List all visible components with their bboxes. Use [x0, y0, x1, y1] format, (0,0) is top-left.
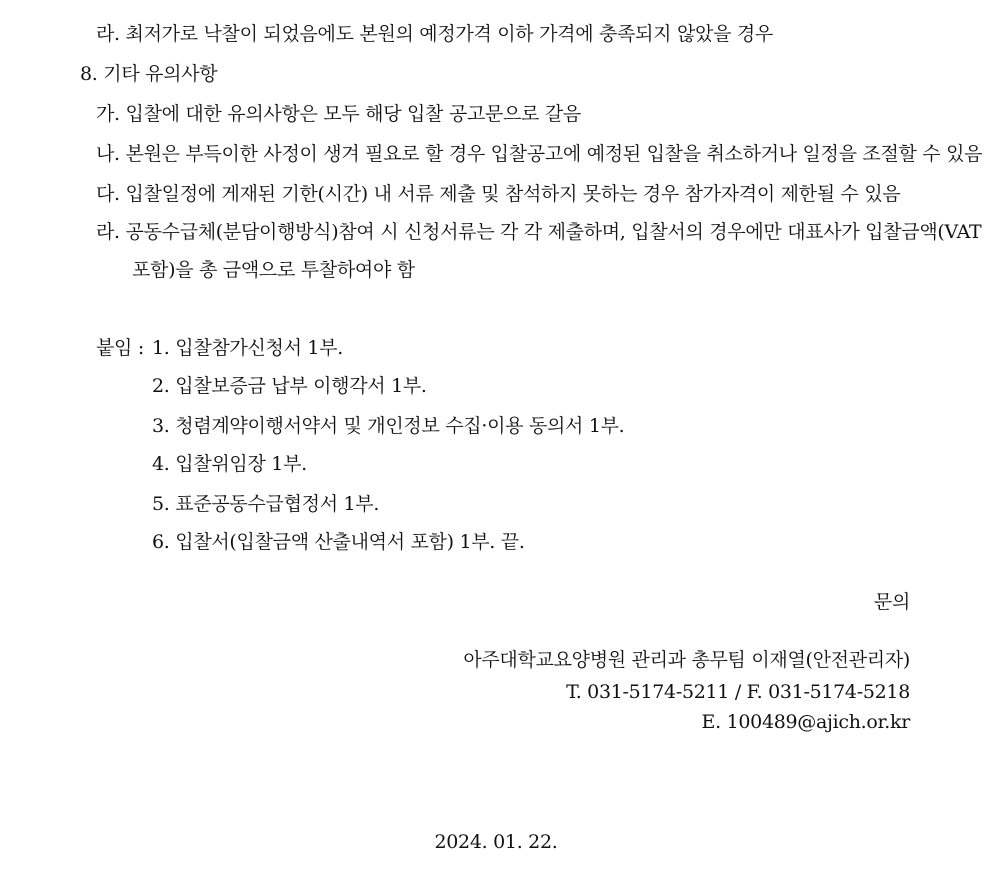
contact-email: E. 100489@ajich.or.kr: [701, 711, 910, 733]
contact-name: 아주대학교요양병원 관리과 총무팀 이재열(안전관리자): [463, 649, 910, 671]
attachment-item-6: 6. 입찰서(입찰금액 산출내역서 포함) 1부. 끝.: [152, 531, 525, 553]
section8-heading: 8. 기타 유의사항: [80, 63, 218, 85]
attachment-item-3: 3. 청렴계약이행서약서 및 개인정보 수집·이용 동의서 1부.: [152, 415, 625, 437]
section8-item-ra-continuation: 포함)을 총 금액으로 투찰하여야 함: [132, 259, 415, 281]
section8-item-ga: 가. 입찰에 대한 유의사항은 모두 해당 입찰 공고문으로 갈음: [96, 103, 581, 125]
contact-phone-fax: T. 031-5174-5211 / F. 031-5174-5218: [566, 681, 910, 703]
contact-heading: 문의: [873, 591, 910, 613]
attachments-label: 붙임 :: [96, 337, 144, 359]
document-date: 2024. 01. 22.: [434, 831, 558, 853]
section8-item-na: 나. 본원은 부득이한 사정이 생겨 필요로 할 경우 입찰공고에 예정된 입찰을 취소하거나 일정을 조절할 수 있음: [96, 143, 983, 165]
section8-item-ra: 라. 공동수급체(분담이행방식)참여 시 신청서류는 각 각 제출하며, 입찰서의 경우에만 대표사가 입찰금액(VAT: [96, 221, 982, 243]
attachment-item-5: 5. 표준공동수급협정서 1부.: [152, 493, 380, 515]
attachment-item-2: 2. 입찰보증금 납부 이행각서 1부.: [152, 375, 427, 397]
section7-item-ra: 라. 최저가로 낙찰이 되었음에도 본원의 예정가격 이하 가격에 충족되지 않았을 경우: [96, 23, 773, 45]
section8-item-da: 다. 입찰일정에 게재된 기한(시간) 내 서류 제출 및 참석하지 못하는 경우 참가자격이 제한될 수 있음: [96, 183, 901, 205]
attachment-item-1: 1. 입찰참가신청서 1부.: [152, 337, 343, 359]
attachment-item-4: 4. 입찰위임장 1부.: [152, 453, 307, 475]
